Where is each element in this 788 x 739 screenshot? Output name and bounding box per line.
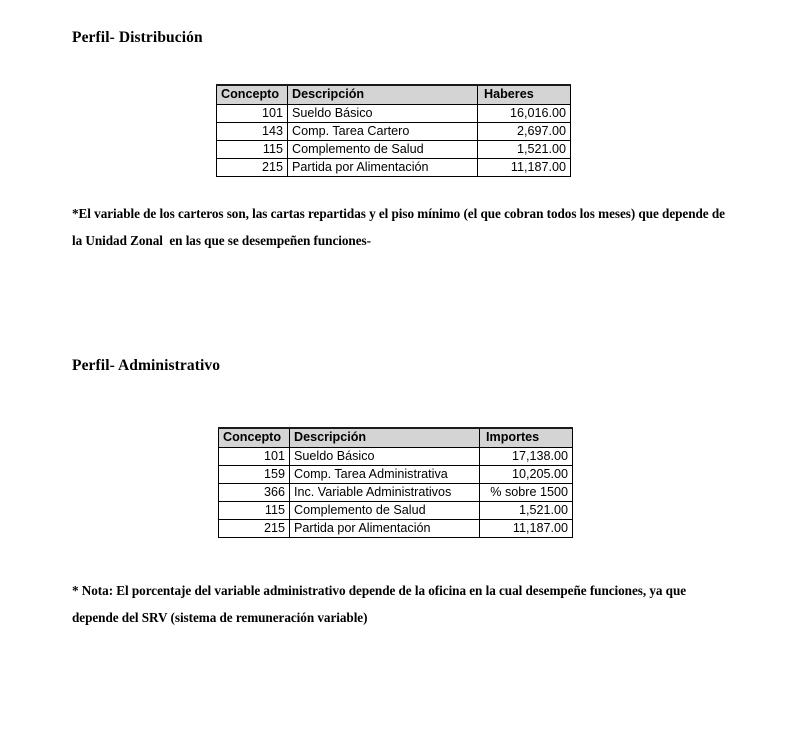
table-row xyxy=(219,483,573,501)
column-header-concepto: Concepto xyxy=(219,428,290,447)
table-row xyxy=(217,158,571,176)
cell-concepto: 215 xyxy=(219,519,290,537)
table-row xyxy=(219,519,573,537)
cell-concepto: 366 xyxy=(219,483,290,501)
column-header-haberes: Haberes xyxy=(478,85,571,104)
cell-descripcion: Inc. Variable Administrativos xyxy=(290,483,480,501)
cell-importe: 1,521.00 xyxy=(480,501,573,519)
cell-descripcion: Comp. Tarea Cartero xyxy=(288,122,478,140)
cell-concepto: 215 xyxy=(217,158,288,176)
table-body-distribucion xyxy=(217,104,571,176)
cell-importe: 11,187.00 xyxy=(480,519,573,537)
table-row xyxy=(219,447,573,465)
section-heading-distribucion: Perfil- Distribución xyxy=(72,29,203,46)
table-header-administrativo xyxy=(219,428,573,447)
cell-descripcion: Partida por Alimentación xyxy=(290,519,480,537)
cell-descripcion: Complemento de Salud xyxy=(290,501,480,519)
cell-concepto: 159 xyxy=(219,465,290,483)
cell-haberes: 16,016.00 xyxy=(478,104,571,122)
cell-concepto: 115 xyxy=(217,140,288,158)
column-header-descripcion: Descripción xyxy=(290,428,480,447)
table-row xyxy=(217,140,571,158)
note-paragraph-administrativo: * Nota: El porcentaje del variable administrativo depende de la oficina en la cual desempeñe funciones, ya que depende del SRV (sistema de remuneración variable) xyxy=(72,583,690,625)
column-header-importes: Importes xyxy=(480,428,573,447)
cell-descripcion: Complemento de Salud xyxy=(288,140,478,158)
table-row xyxy=(219,465,573,483)
cell-concepto: 143 xyxy=(217,122,288,140)
table-header-row xyxy=(217,85,571,104)
column-header-concepto: Concepto xyxy=(217,85,288,104)
table-header-row xyxy=(219,428,573,447)
salary-table-administrativo xyxy=(218,427,573,538)
cell-concepto: 101 xyxy=(219,447,290,465)
cell-importe: 17,138.00 xyxy=(480,447,573,465)
cell-importe: 10,205.00 xyxy=(480,465,573,483)
cell-haberes: 1,521.00 xyxy=(478,140,571,158)
table-row xyxy=(219,501,573,519)
cell-haberes: 11,187.00 xyxy=(478,158,571,176)
section-heading-administrativo: Perfil- Administrativo xyxy=(72,357,221,374)
cell-descripcion: Comp. Tarea Administrativa xyxy=(290,465,480,483)
salary-table-distribucion xyxy=(216,84,571,177)
cell-haberes: 2,697.00 xyxy=(478,122,571,140)
table-header-distribucion xyxy=(217,85,571,104)
note-paragraph-distribucion: *El variable de los carteros son, las cartas repartidas y el piso mínimo (el que cobran todos los meses) que depende de la Unidad Zonal en las que se desempeñen funciones- xyxy=(72,206,729,248)
table-row xyxy=(217,104,571,122)
cell-concepto: 115 xyxy=(219,501,290,519)
cell-concepto: 101 xyxy=(217,104,288,122)
cell-descripcion: Sueldo Básico xyxy=(288,104,478,122)
table-body-administrativo xyxy=(219,447,573,537)
cell-importe: % sobre 1500 xyxy=(480,483,573,501)
column-header-descripcion: Descripción xyxy=(288,85,478,104)
cell-descripcion: Sueldo Básico xyxy=(290,447,480,465)
cell-descripcion: Partida por Alimentación xyxy=(288,158,478,176)
table-row xyxy=(217,122,571,140)
